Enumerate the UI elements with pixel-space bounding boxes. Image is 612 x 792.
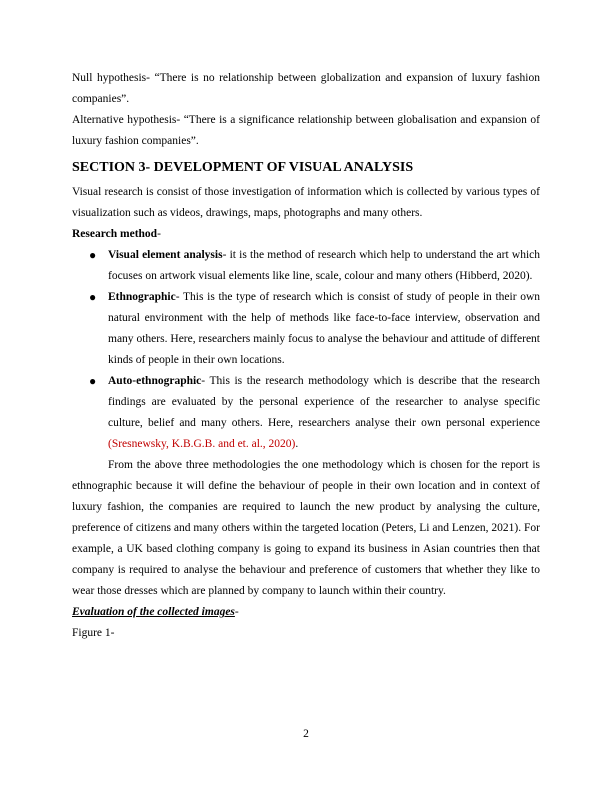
citation-link[interactable]: (Sresnewsky, K.B.G.B. and et. al., 2020): [108, 438, 296, 450]
method-text: - it is the method of research which help to understand the art which focuses on artwork visual elements like line, scale, colour and many others (Hibberd, 2020).: [108, 249, 540, 282]
method-end: .: [295, 438, 299, 450]
list-item: [72, 371, 540, 455]
research-method-suffix: -: [157, 228, 161, 240]
alternative-hypothesis: Alternative hypothesis- “There is a significance relationship between globalisation and expansion of luxury fashion companies”.: [72, 114, 540, 147]
figure-label: Figure 1-: [72, 627, 115, 639]
bullet-icon: ●: [89, 374, 97, 388]
method-term: Auto-ethnographic: [108, 375, 202, 387]
conclusion-paragraph: From the above three methodologies the one methodology which is chosen for the report is ethnographic because it will define the behaviour of people in their own location and in context of luxury fashion, the companies are required to launch the new product by analysing the culture, preference of citizens and many others within the targeted location (Peters, Li and Lenzen, 2021). For example, a UK based clothing company is going to expand its business in Asian countries then that company is required to analyse the behaviour and preference of customers that whether they like to wear those dresses which are planned by company to launch within their country.: [72, 459, 540, 597]
method-text: - This is the type of research which is consist of study of people in their own natural environment with the help of methods like face-to-face interview, observation and many others. Here, researchers mainly focus to analyse the behaviour and attitude of different kinds of people in their own locations.: [108, 291, 540, 366]
document-page: [72, 68, 540, 644]
bullet-icon: ●: [89, 248, 97, 262]
list-item: [72, 287, 540, 371]
null-hypothesis: Null hypothesis- “There is no relationship between globalization and expansion of luxury fashion companies”.: [72, 72, 540, 105]
method-term: Ethnographic: [108, 291, 176, 303]
method-text: - This is the research methodology which is describe that the research findings are evaluated by the personal experience of the researcher to analyse specific culture, belief and many others. Here, researchers analyse their own personal experience: [108, 375, 540, 429]
methods-list: [72, 245, 540, 455]
section-intro: Visual research is consist of those investigation of information which is collected by various types of visualization such as videos, drawings, maps, photographs and many others.: [72, 186, 540, 219]
page-number: 2: [303, 728, 309, 740]
evaluation-heading: [72, 602, 540, 623]
list-item: [72, 245, 540, 287]
research-method-term: Research method: [72, 228, 158, 240]
research-method-label: [72, 224, 540, 245]
evaluation-label: Evaluation of the collected images: [72, 606, 235, 618]
section-heading: SECTION 3- DEVELOPMENT OF VISUAL ANALYSIS: [72, 160, 414, 175]
method-term: Visual element analysis: [108, 249, 223, 261]
bullet-icon: ●: [89, 290, 97, 304]
evaluation-suffix: -: [234, 606, 239, 618]
